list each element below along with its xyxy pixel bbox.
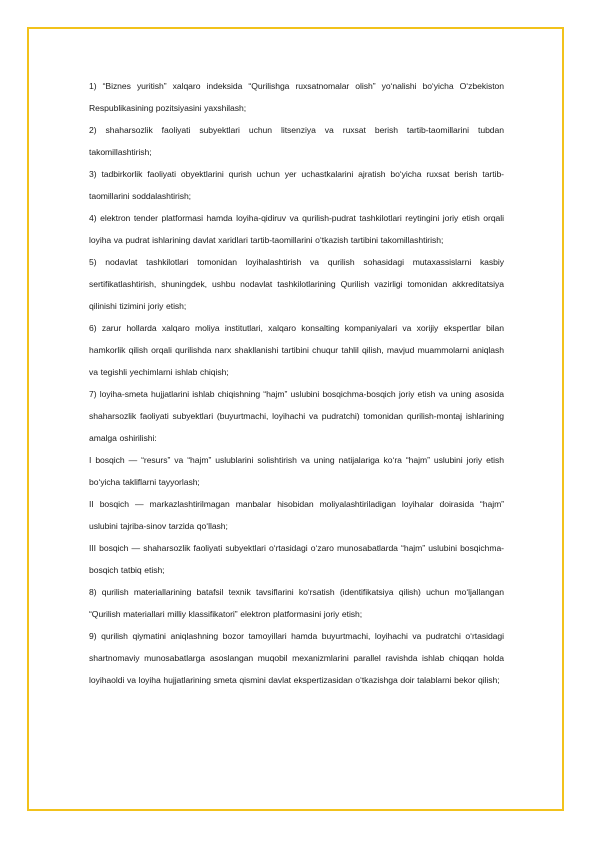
list-item-7: 7) loyiha-smeta hujjatlarini ishlab chiqishning “hajm” uslubini bosqichma-bosqich joriy etish va uning asosida shaharsozlik faoliyati subyektlari (buyurtmachi, loyihachi va pudratchi) tomonidan qurilish-montaj ishlarining amalga oshirilishi: <box>89 389 504 443</box>
list-item-2: 2) shaharsozlik faoliyati subyektlari uchun litsenziya va ruxsat berish tartib-taomillarini tubdan takomillashtirish; <box>89 125 504 157</box>
list-item-4: 4) elektron tender platformasi hamda loyiha-qidiruv va qurilish-pudrat tashkilotlari reytingini joriy etish orqali loyiha va pudrat ishlarining davlat xaridlari tartib-taomillarini o‘tkazish tartibini takomillashtirish; <box>89 213 504 245</box>
list-item-9: 9) qurilish qiymatini aniqlashning bozor tamoyillari hamda buyurtmachi, loyihachi va pudratchi o‘rtasidagi shartnomaviy munosabatlarga asoslangan muqobil mexanizmlarini parallel ravishda ishlab chiqqan holda loyihaoldi va loyiha hujjatlarining smeta qismini davlat ekspertizasidan o‘tkazishga doir talablarni bekor qilish; <box>89 631 504 685</box>
stage-1-paragraph: I bosqich — “resurs” va “hajm” uslublarini solishtirish va uning natijalariga ko‘ra “hajm” uslubini joriy etish bo‘yicha takliflarni tayyorlash; <box>89 455 504 487</box>
list-item-1: 1) “Biznes yuritish” xalqaro indeksida “Qurilishga ruxsatnomalar olish” yo‘nalishi bo‘yicha O‘zbekiston Respublikasining pozitsiyasini yaxshilash; <box>89 81 504 113</box>
list-item-3: 3) tadbirkorlik faoliyati obyektlarini qurish uchun yer uchastkalarini ajratish bo‘yicha ruxsat berish tartib-taomillarini soddalashtirish; <box>89 169 504 201</box>
list-item-8: 8) qurilish materiallarining batafsil texnik tavsiflarini ko‘rsatish (identifikatsiya qilish) uchun mo‘ljallangan “Qurilish materiallari milliy klassifikatori” elektron platformasini joriy etish; <box>89 587 504 619</box>
stage-2-paragraph: II bosqich — markazlashtirilmagan manbalar hisobidan moliyalashtiriladigan loyihalar doirasida “hajm” uslubini tajriba-sinov tarzida qo‘llash; <box>89 499 504 531</box>
document-body <box>89 75 504 691</box>
stage-3-paragraph: III bosqich — shaharsozlik faoliyati subyektlari o‘rtasidagi o‘zaro munosabatlarda “hajm” uslubini bosqichma-bosqich tatbiq etish; <box>89 543 504 575</box>
list-item-6: 6) zarur hollarda xalqaro moliya institutlari, xalqaro konsalting kompaniyalari va xorijiy ekspertlar bilan hamkorlik qilish orqali qurilishda narx shakllanishi tartibini chuqur tahlil qilish, mavjud muammolarni aniqlash va tegishli yechimlarni ishlab chiqish; <box>89 323 504 377</box>
list-item-5: 5) nodavlat tashkilotlari tomonidan loyihalashtirish va qurilish sohasidagi mutaxassislarni kasbiy sertifikatlashtirish, shuningdek, ushbu nodavlat tashkilotlarining Qurilish vazirligi tomonidan akkreditatsiya qilinishi tizimini joriy etish; <box>89 257 504 311</box>
